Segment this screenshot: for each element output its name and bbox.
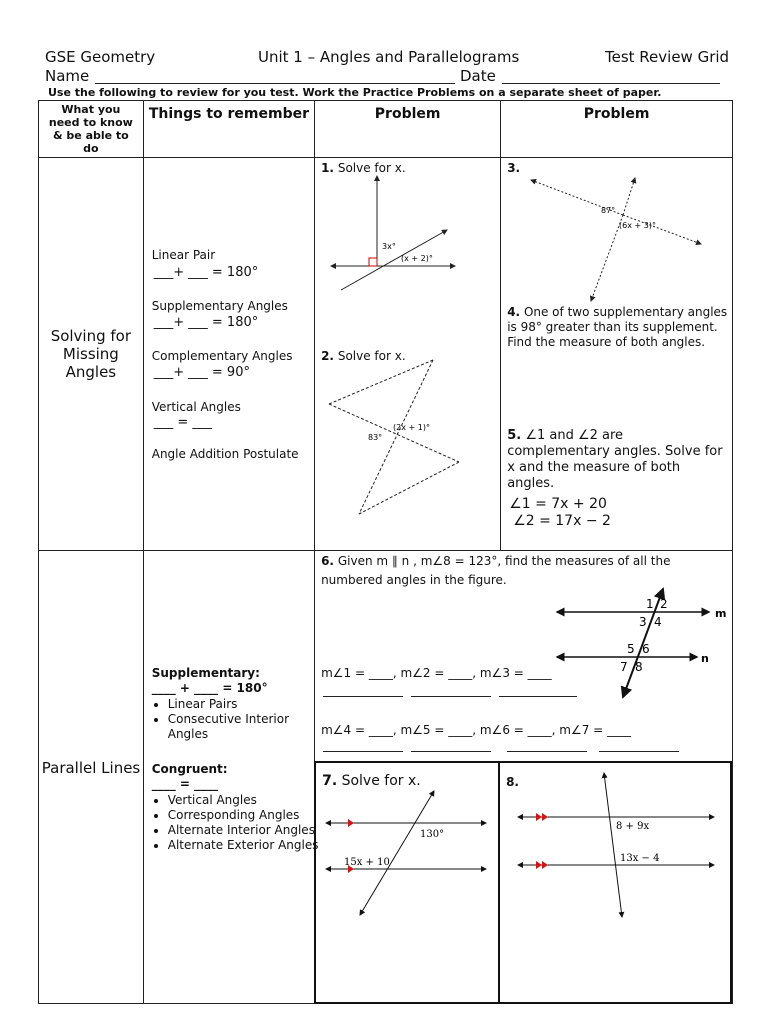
p6-figure [551,587,731,703]
answer-blank[interactable] [499,696,577,697]
p2-angle-b: (2x + 1)° [393,423,431,432]
p7-box [314,761,500,1004]
p2-number: 2. [321,349,334,363]
p7-number: 7. [322,773,338,789]
linear-pair-eq: ___+ ___ = 180° [153,265,259,280]
p3-number: 3. [507,161,521,175]
remember-cell-2 [143,551,319,1004]
supplementary-eq: ___+ ___ = 180° [153,315,259,330]
supplementary-label: Supplementary Angles [151,299,288,313]
col-head-problem-2: Problem [501,101,733,158]
answer-blank[interactable] [599,751,679,752]
linear-pair-label: Linear Pair [151,248,216,262]
list-item: • Corresponding Angles [168,808,332,823]
row-label-parallel-lines: Parallel Lines [41,759,141,777]
row-label-missing-angles: Solving for Missing Angles [50,327,132,381]
answer-blank[interactable] [323,696,403,697]
complementary-eq: ___+ ___ = 90° [153,365,250,380]
answer-blank[interactable] [323,751,403,752]
supplementary-list [148,697,328,742]
congruent-list [148,793,332,853]
p6-angle-8: 8 [635,660,643,674]
p5-number: 5. [507,428,522,443]
name-field[interactable] [95,83,455,84]
problem-cell-6-8 [315,551,733,1004]
p1-angle-b: (x + 2)° [401,254,433,263]
p3-figure [523,168,733,303]
p7-angle-b: 15x + 10 [344,857,390,868]
p1-text: Solve for x. [337,161,406,175]
p5-eq2: ∠2 = 17x − 2 [513,513,611,529]
col-head-know: What you need to know & be able to do [39,101,144,158]
list-item: • Consecutive Interior Angles [168,712,328,742]
p2-text: Solve for x. [337,349,406,363]
problem-cell-3-5 [501,158,733,551]
list-item: • Alternate Interior Angles [168,823,332,838]
congruent-title: Congruent: [151,762,228,776]
p6-angle-1: 1 [646,597,654,611]
vertical-label: Vertical Angles [151,400,241,414]
p8-box [498,761,732,1004]
p6-line-n: n [701,652,709,665]
list-item: • Alternate Exterior Angles [168,838,332,853]
p6-angle-5: 5 [627,642,635,656]
list-item: • Vertical Angles [168,793,332,808]
vertical-eq: ___ = ___ [153,415,212,430]
p8-figure [514,771,724,921]
answer-blank[interactable] [411,696,491,697]
p6-line-m: m [715,607,727,620]
p8-number: 8. [506,775,519,789]
supplementary-eq-2: ____ + ____ = 180° [151,681,268,695]
name-label: Name [45,67,90,85]
p8-angle-b: 13x − 4 [620,853,660,864]
p6-text-2: numbered angles in the figure. [321,573,507,587]
p5-eq1: ∠1 = 7x + 20 [509,496,607,512]
p1-figure [325,172,485,292]
col-head-remember: Things to remember [143,101,314,158]
p6-angle-4: 4 [654,615,662,629]
date-label: Date [460,67,496,85]
instruction: Use the following to review for you test. Work the Practice Problems on a separate sheet of paper. [48,86,662,99]
answer-blank[interactable] [507,751,587,752]
p5-text: ∠1 and ∠2 are complementary angles. Solve for x and the measure of both angles. [507,428,723,491]
p6-answers-1: m∠1 = ____, m∠2 = ____, m∠3 = ____ [321,666,552,680]
review-grid [38,100,733,1004]
p7-text: Solve for x. [341,773,421,789]
congruent-eq: ____ = ____ [151,777,219,791]
p6-answers-2: m∠4 = ____, m∠5 = ____, m∠6 = ____, m∠7 = ____ [321,723,632,737]
p7-angle-a: 130° [420,829,445,840]
remember-cell [143,158,314,551]
answer-blank[interactable] [411,751,491,752]
p6-angle-7: 7 [620,660,628,674]
p6-angle-3: 3 [639,615,647,629]
p7-figure [322,789,494,929]
doc-title: Test Review Grid [605,48,730,66]
p8-angle-a: 8 + 9x [616,821,650,832]
course-title: GSE Geometry [45,48,156,66]
unit-title: Unit 1 – Angles and Parallelograms [258,48,520,66]
p2-figure [325,358,485,518]
row-label-cell [39,158,144,551]
p6-angle-2: 2 [660,597,668,611]
supplementary-title: Supplementary: [151,666,260,680]
angle-addition-label: Angle Addition Postulate [151,447,299,461]
p1-angle-a: 3x° [382,242,396,251]
p4-number: 4. [507,305,521,319]
p6-text-1: Given m ∥ n , m∠8 = 123°, find the measures of all the [337,554,671,568]
list-item: • Linear Pairs [168,697,328,712]
col-head-problem-1: Problem [315,101,501,158]
problem-cell-1-2 [315,158,501,551]
complementary-label: Complementary Angles [151,349,293,363]
p6-angle-6: 6 [642,642,650,656]
p4-text: One of two supplementary angles is 98° greater than its supplement. Find the measure of both angles. [507,305,728,349]
p3-angle-a: 87° [601,206,616,215]
p6-number: 6. [321,554,334,568]
p2-angle-a: 83° [368,433,383,442]
p1-number: 1. [321,161,334,175]
date-field[interactable] [502,83,720,84]
p3-angle-b: (6x + 3)° [619,221,657,230]
row-label-cell-2 [39,551,144,1004]
